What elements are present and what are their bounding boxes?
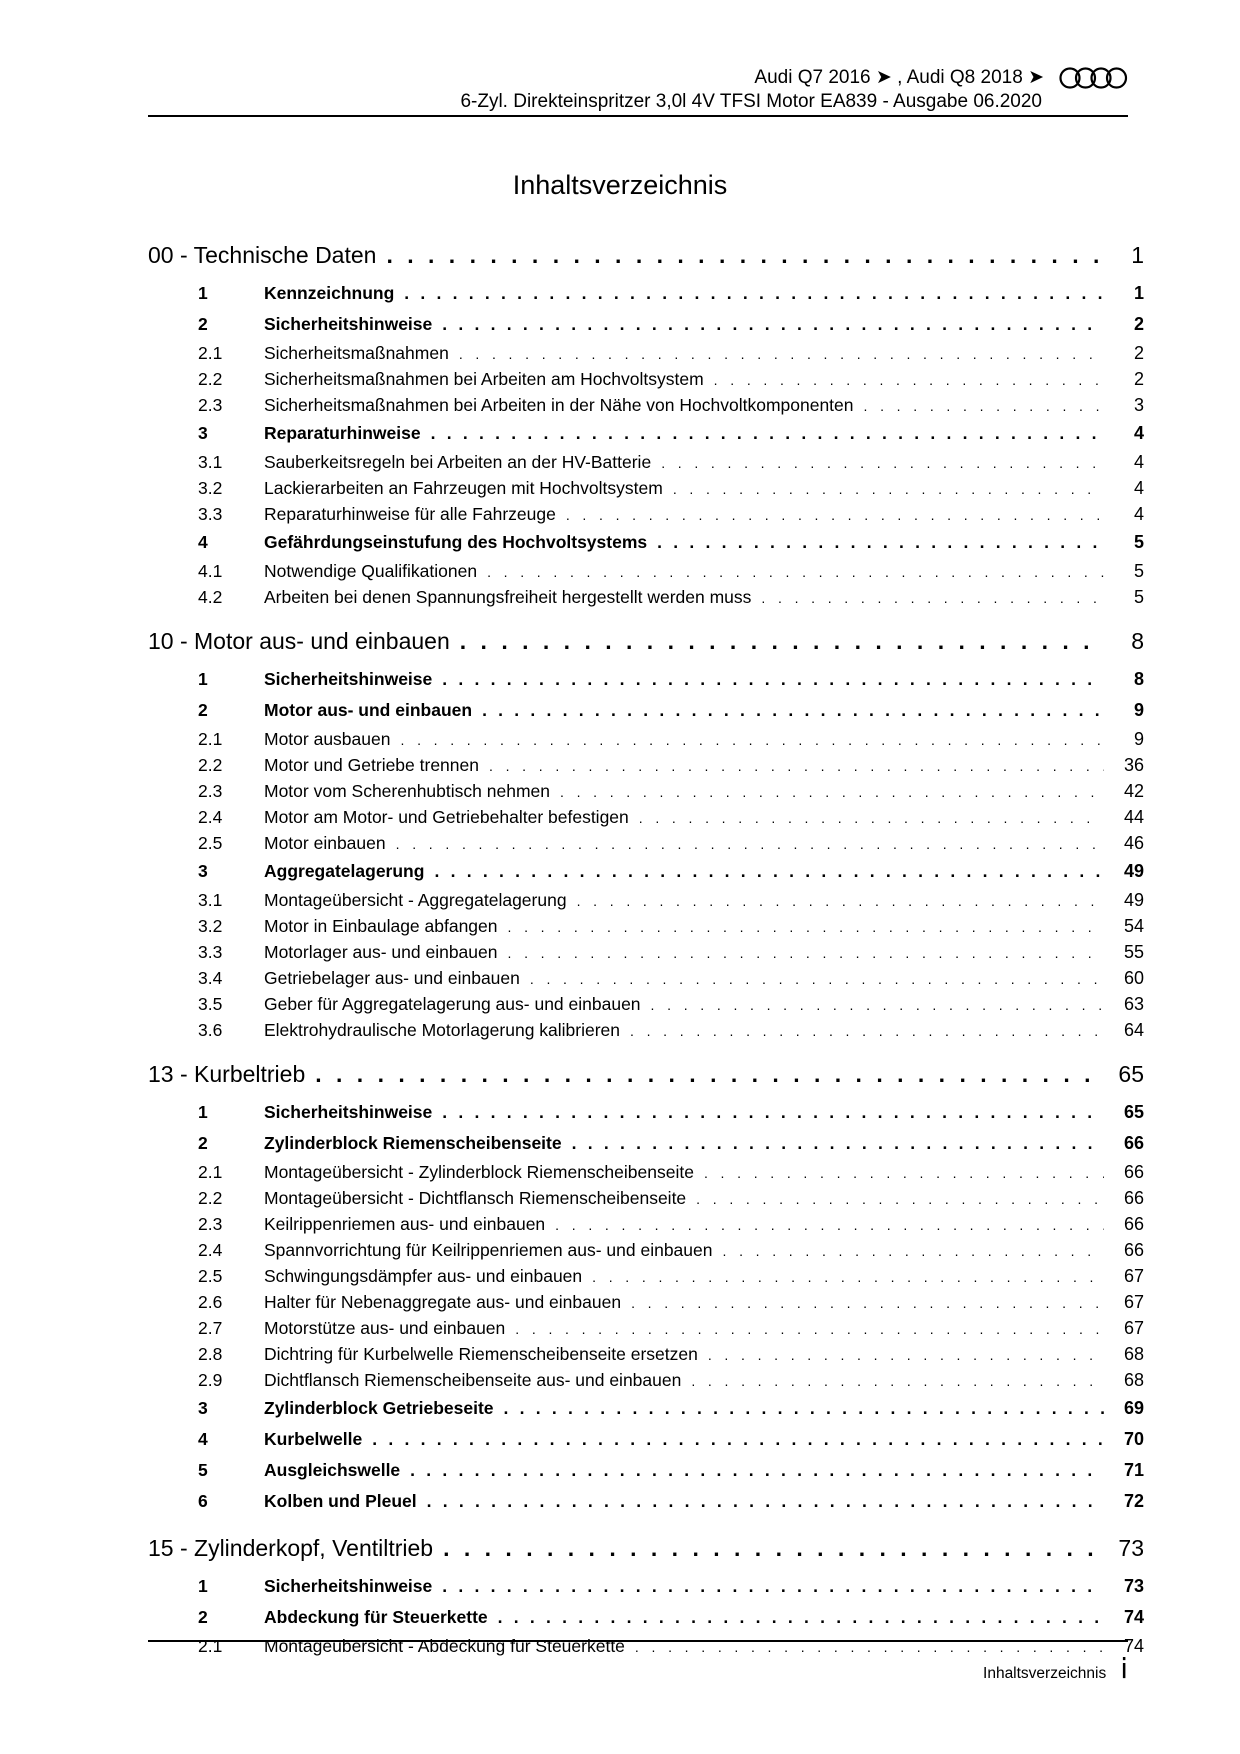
toc-entry-number: 5 [198, 1460, 208, 1480]
toc-entry-label: Sicherheitsmaßnahmen bei Arbeiten in der Nähe von Hochvoltkomponenten [264, 394, 854, 415]
toc-entry-number: 3.1 [198, 451, 223, 472]
toc-entry-page: 74 [1123, 1607, 1144, 1627]
toc-chapter-row[interactable] [148, 1061, 1144, 1097]
toc-entry-label: Notwendige Qualifikationen [264, 560, 478, 581]
toc-sub-row[interactable] [148, 939, 1144, 965]
toc-entry-label: Kennzeichnung [264, 283, 395, 303]
toc-entry-number: 2.2 [198, 1187, 223, 1208]
toc-section-row[interactable] [148, 1128, 1144, 1159]
toc-sub-row[interactable] [148, 392, 1144, 418]
page-header [460, 66, 1128, 114]
toc-entry-number: 3 [198, 1398, 208, 1418]
toc-entry-page: 5 [1133, 586, 1144, 607]
toc-sub-row[interactable] [148, 1341, 1144, 1367]
toc-entry-page: 70 [1123, 1429, 1144, 1449]
toc-chapter-row[interactable] [148, 1535, 1144, 1571]
toc-entry-label: Kolben und Pleuel [264, 1491, 417, 1511]
toc-entry-page: 54 [1123, 915, 1144, 936]
toc-entry-number: 4.2 [198, 586, 223, 607]
toc-entry-number: 3.2 [198, 477, 223, 498]
page-footer [983, 1652, 1128, 1685]
footer-label: Inhaltsverzeichnis [983, 1665, 1107, 1682]
dot-leader [761, 587, 1104, 608]
toc-section-row[interactable] [148, 1571, 1144, 1602]
toc-entry-label: 10 - Motor aus- und einbauen [148, 628, 450, 654]
toc-entry-page: 65 [1118, 1061, 1144, 1087]
toc-entry-number: 2.3 [198, 780, 223, 801]
toc-sub-row[interactable] [148, 558, 1144, 584]
dot-leader [696, 1188, 1104, 1209]
toc-section-row[interactable] [148, 1424, 1144, 1455]
toc-entry-page: 4 [1133, 451, 1144, 472]
toc-entry-page: 49 [1123, 889, 1144, 910]
dot-leader [657, 532, 1104, 553]
toc-entry-number: 3.6 [198, 1019, 223, 1040]
dot-leader [639, 807, 1104, 828]
toc-sub-row[interactable] [148, 366, 1144, 392]
toc-sub-row[interactable] [148, 1159, 1144, 1185]
dot-leader [566, 504, 1104, 525]
toc-entry-page: 4 [1133, 503, 1144, 524]
toc-entry-label: Keilrippenriemen aus- und einbauen [264, 1213, 546, 1234]
dot-leader [864, 395, 1104, 416]
toc-entry-page: 2 [1133, 314, 1144, 334]
dot-leader [410, 1460, 1104, 1481]
toc-sub-row[interactable] [148, 1263, 1144, 1289]
toc-entry-label: Motor am Motor- und Getriebehalter befestigen [264, 806, 629, 827]
dot-leader [442, 314, 1104, 335]
toc-entry-label: Motor ausbauen [264, 728, 391, 749]
footer-page-number: i [1120, 1652, 1128, 1685]
table-of-contents [148, 236, 1144, 1659]
toc-entry-number: 2.7 [198, 1317, 223, 1338]
dot-leader [704, 1162, 1104, 1183]
toc-entry-number: 1 [198, 1576, 208, 1596]
toc-entry-number: 2.1 [198, 1635, 223, 1656]
toc-entry-page: 8 [1131, 628, 1144, 654]
toc-section-row[interactable] [148, 856, 1144, 887]
toc-section-row[interactable] [148, 309, 1144, 340]
toc-entry-page: 74 [1123, 1635, 1144, 1656]
dot-leader [722, 1240, 1104, 1261]
toc-sub-row[interactable] [148, 475, 1144, 501]
toc-sub-row[interactable] [148, 1211, 1144, 1237]
toc-entry-page: 4 [1133, 477, 1144, 498]
toc-sub-row[interactable] [148, 887, 1144, 913]
toc-section-row[interactable] [148, 695, 1144, 726]
dot-leader [651, 994, 1104, 1015]
toc-entry-page: 9 [1133, 728, 1144, 749]
toc-entry-label: Sicherheitshinweise [264, 1576, 433, 1596]
toc-entry-label: Lackierarbeiten an Fahrzeugen mit Hochvoltsystem [264, 477, 663, 498]
toc-entry-label: Motor einbauen [264, 832, 386, 853]
toc-section-row[interactable] [148, 1602, 1144, 1633]
toc-entry-number: 2.5 [198, 1265, 223, 1286]
toc-entry-page: 2 [1133, 342, 1144, 363]
toc-entry-page: 9 [1133, 700, 1144, 720]
toc-entry-number: 2.1 [198, 1161, 223, 1182]
toc-entry-page: 4 [1133, 423, 1144, 443]
toc-entry-label: Zylinderblock Getriebeseite [264, 1398, 494, 1418]
dot-leader [630, 1020, 1104, 1041]
toc-entry-page: 44 [1123, 806, 1144, 827]
toc-entry-page: 5 [1133, 560, 1144, 581]
toc-sub-row[interactable] [148, 726, 1144, 752]
dot-leader [404, 283, 1104, 304]
toc-sub-row[interactable] [148, 1315, 1144, 1341]
toc-entry-number: 4.1 [198, 560, 223, 581]
toc-section-row[interactable] [148, 278, 1144, 309]
dot-leader [508, 916, 1104, 937]
toc-entry-number: 1 [198, 283, 208, 303]
dot-leader [515, 1318, 1104, 1339]
dot-leader [691, 1370, 1104, 1391]
toc-section-row[interactable] [148, 1486, 1144, 1517]
toc-entry-label: Elektrohydraulische Motorlagerung kalibrieren [264, 1019, 621, 1040]
chapter-spacer [148, 1043, 1144, 1055]
toc-entry-label: Reparaturhinweise für alle Fahrzeuge [264, 503, 556, 524]
toc-entry-number: 2.6 [198, 1291, 223, 1312]
toc-entry-number: 2.2 [198, 754, 223, 775]
toc-section-row[interactable] [148, 1393, 1144, 1424]
header-divider [148, 115, 1128, 117]
chapter-spacer [148, 1517, 1144, 1529]
dot-leader [508, 942, 1105, 963]
dot-leader [442, 1576, 1104, 1597]
toc-entry-number: 2.3 [198, 1213, 223, 1234]
toc-entry-page: 65 [1123, 1102, 1144, 1122]
dot-leader [592, 1266, 1104, 1287]
toc-entry-label: Ausgleichswelle [264, 1460, 401, 1480]
toc-sub-row[interactable] [148, 991, 1144, 1017]
toc-sub-row[interactable] [148, 1017, 1144, 1043]
toc-entry-page: 64 [1123, 1019, 1144, 1040]
dot-leader [555, 1214, 1104, 1235]
toc-entry-label: Sicherheitshinweise [264, 1102, 433, 1122]
toc-entry-label: Aggregatelagerung [264, 861, 425, 881]
dot-leader [661, 452, 1104, 473]
dot-leader [572, 1133, 1104, 1154]
footer-divider [148, 1640, 1128, 1642]
toc-sub-row[interactable] [148, 778, 1144, 804]
toc-entry-number: 1 [198, 669, 208, 689]
toc-entry-page: 63 [1123, 993, 1144, 1014]
toc-entry-number: 2.4 [198, 806, 223, 827]
toc-entry-label: Abdeckung für Steuerkette [264, 1607, 488, 1627]
toc-sub-row[interactable] [148, 584, 1144, 610]
toc-entry-number: 3 [198, 861, 208, 881]
dot-leader [315, 1061, 1104, 1088]
dot-leader [396, 833, 1104, 854]
toc-entry-page: 3 [1133, 394, 1144, 415]
toc-sub-row[interactable] [148, 449, 1144, 475]
toc-entry-label: Gefährdungseinstufung des Hochvoltsystems [264, 532, 648, 552]
toc-entry-page: 49 [1123, 861, 1144, 881]
toc-entry-page: 46 [1123, 832, 1144, 853]
toc-entry-label: Sauberkeitsregeln bei Arbeiten an der HV-Batterie [264, 451, 652, 472]
dot-leader [487, 561, 1104, 582]
toc-entry-page: 73 [1123, 1576, 1144, 1596]
toc-entry-label: Motor in Einbaulage abfangen [264, 915, 498, 936]
toc-entry-label: Sicherheitsmaßnahmen bei Arbeiten am Hochvoltsystem [264, 368, 704, 389]
toc-entry-number: 3.3 [198, 503, 223, 524]
toc-entry-page: 66 [1123, 1213, 1144, 1234]
toc-entry-label: Dichtring für Kurbelwelle Riemenscheibenseite ersetzen [264, 1343, 698, 1364]
toc-entry-page: 2 [1133, 368, 1144, 389]
toc-entry-page: 67 [1123, 1291, 1144, 1312]
dot-leader [560, 781, 1104, 802]
toc-entry-number: 3.1 [198, 889, 223, 910]
dot-leader [631, 1292, 1104, 1313]
toc-entry-number: 4 [198, 532, 208, 552]
toc-entry-number: 2.2 [198, 368, 223, 389]
toc-entry-page: 60 [1123, 967, 1144, 988]
toc-sub-row[interactable] [148, 752, 1144, 778]
dot-leader [504, 1398, 1104, 1419]
toc-entry-label: Spannvorrichtung für Keilrippenriemen aus- und einbauen [264, 1239, 713, 1260]
toc-entry-label: Getriebelager aus- und einbauen [264, 967, 520, 988]
toc-entry-label: Halter für Nebenaggregate aus- und einbauen [264, 1291, 622, 1312]
toc-entry-label: Motorstütze aus- und einbauen [264, 1317, 506, 1338]
toc-entry-page: 67 [1123, 1265, 1144, 1286]
toc-entry-label: Sicherheitshinweise [264, 314, 433, 334]
toc-sub-row[interactable] [148, 965, 1144, 991]
audi-rings-icon [1058, 66, 1128, 90]
toc-entry-label: Reparaturhinweise [264, 423, 421, 443]
toc-section-row[interactable] [148, 1097, 1144, 1128]
toc-entry-page: 8 [1133, 669, 1144, 689]
dot-leader [482, 700, 1104, 721]
toc-entry-label: Montageübersicht - Dichtflansch Riemenscheibenseite [264, 1187, 687, 1208]
header-models: Audi Q7 2016 ➤ , Audi Q8 2018 ➤ [754, 67, 1044, 88]
toc-entry-label: Zylinderblock Riemenscheibenseite [264, 1133, 562, 1153]
toc-entry-label: 13 - Kurbeltrieb [148, 1061, 306, 1087]
toc-entry-page: 42 [1123, 780, 1144, 801]
toc-entry-page: 68 [1123, 1343, 1144, 1364]
toc-entry-number: 2 [198, 1133, 208, 1153]
toc-entry-page: 1 [1133, 283, 1144, 303]
toc-entry-number: 6 [198, 1491, 208, 1511]
toc-sub-row[interactable] [148, 1237, 1144, 1263]
toc-entry-page: 36 [1123, 754, 1144, 775]
toc-entry-label: Kurbelwelle [264, 1429, 363, 1449]
toc-section-row[interactable] [148, 527, 1144, 558]
toc-entry-number: 2.4 [198, 1239, 223, 1260]
dot-leader [530, 968, 1104, 989]
toc-entry-label: Motorlager aus- und einbauen [264, 941, 498, 962]
toc-entry-page: 73 [1118, 1535, 1144, 1561]
toc-entry-number: 2.3 [198, 394, 223, 415]
toc-entry-label: Sicherheitsmaßnahmen [264, 342, 449, 363]
toc-entry-page: 66 [1123, 1187, 1144, 1208]
toc-sub-row[interactable] [148, 804, 1144, 830]
toc-section-row[interactable] [148, 418, 1144, 449]
dot-leader [442, 1102, 1104, 1123]
toc-sub-row[interactable] [148, 830, 1144, 856]
toc-chapter-row[interactable] [148, 628, 1144, 664]
toc-entry-number: 3.3 [198, 941, 223, 962]
toc-entry-label: Dichtflansch Riemenscheibenseite aus- und einbauen [264, 1369, 682, 1390]
dot-leader [442, 669, 1104, 690]
toc-sub-row[interactable] [148, 1185, 1144, 1211]
dot-leader [459, 343, 1104, 364]
dot-leader [431, 423, 1104, 444]
toc-entry-page: 66 [1123, 1133, 1144, 1153]
toc-sub-row[interactable] [148, 1367, 1144, 1393]
dot-leader [489, 755, 1104, 776]
toc-entry-label: Geber für Aggregatelagerung aus- und einbauen [264, 993, 641, 1014]
toc-entry-number: 2 [198, 1607, 208, 1627]
chapter-spacer [148, 610, 1144, 622]
toc-entry-number: 2 [198, 700, 208, 720]
dot-leader [577, 890, 1104, 911]
dot-leader [498, 1607, 1104, 1628]
dot-leader [708, 1344, 1104, 1365]
toc-sub-row[interactable] [148, 913, 1144, 939]
toc-entry-label: Montageübersicht - Abdeckung für Steuerkette [264, 1635, 625, 1656]
toc-entry-label: Sicherheitshinweise [264, 669, 433, 689]
toc-entry-number: 2 [198, 314, 208, 334]
toc-entry-page: 55 [1123, 941, 1144, 962]
toc-entry-number: 3.4 [198, 967, 223, 988]
dot-leader [714, 369, 1104, 390]
toc-entry-page: 67 [1123, 1317, 1144, 1338]
toc-entry-label: 15 - Zylinderkopf, Ventiltrieb [148, 1535, 434, 1561]
dot-leader [400, 729, 1104, 750]
toc-entry-page: 71 [1123, 1460, 1144, 1480]
toc-entry-number: 2.9 [198, 1369, 223, 1390]
dot-leader [427, 1491, 1104, 1512]
toc-entry-number: 2.1 [198, 342, 223, 363]
toc-entry-label: Schwingungsdämpfer aus- und einbauen [264, 1265, 583, 1286]
toc-entry-page: 5 [1133, 532, 1144, 552]
dot-leader [434, 861, 1104, 882]
header-models-line [460, 66, 1128, 90]
toc-entry-number: 3.5 [198, 993, 223, 1014]
dot-leader [460, 628, 1104, 655]
toc-entry-page: 69 [1123, 1398, 1144, 1418]
toc-sub-row[interactable] [148, 1289, 1144, 1315]
toc-entry-label: Motor und Getriebe trennen [264, 754, 479, 775]
toc-entry-number: 2.1 [198, 728, 223, 749]
toc-entry-label: 00 - Technische Daten [148, 242, 377, 268]
toc-entry-number: 1 [198, 1102, 208, 1122]
toc-entry-number: 2.8 [198, 1343, 223, 1364]
toc-entry-number: 3.2 [198, 915, 223, 936]
toc-sub-row[interactable] [148, 340, 1144, 366]
toc-chapter-row[interactable] [148, 242, 1144, 278]
header-subtitle: 6-Zyl. Direkteinspritzer 3,0l 4V TFSI Motor EA839 - Ausgabe 06.2020 [460, 91, 1042, 112]
toc-entry-page: 1 [1131, 242, 1144, 268]
toc-entry-number: 3 [198, 423, 208, 443]
toc-entry-page: 66 [1123, 1161, 1144, 1182]
toc-sub-row[interactable] [148, 501, 1144, 527]
toc-entry-page: 72 [1123, 1491, 1144, 1511]
toc-entry-label: Montageübersicht - Aggregatelagerung [264, 889, 567, 910]
toc-section-row[interactable] [148, 1455, 1144, 1486]
dot-leader [673, 478, 1104, 499]
toc-entry-page: 66 [1123, 1239, 1144, 1260]
page-title: Inhaltsverzeichnis [512, 170, 728, 200]
toc-entry-label: Arbeiten bei denen Spannungsfreiheit hergestellt werden muss [264, 586, 752, 607]
toc-entry-number: 4 [198, 1429, 208, 1449]
dot-leader [372, 1429, 1104, 1450]
toc-entry-number: 2.5 [198, 832, 223, 853]
toc-entry-label: Motor aus- und einbauen [264, 700, 473, 720]
toc-entry-page: 68 [1123, 1369, 1144, 1390]
toc-entry-label: Motor vom Scherenhubtisch nehmen [264, 780, 550, 801]
toc-entry-label: Montageübersicht - Zylinderblock Riemenscheibenseite [264, 1161, 694, 1182]
dot-leader [386, 242, 1104, 269]
dot-leader [443, 1535, 1104, 1562]
toc-section-row[interactable] [148, 664, 1144, 695]
